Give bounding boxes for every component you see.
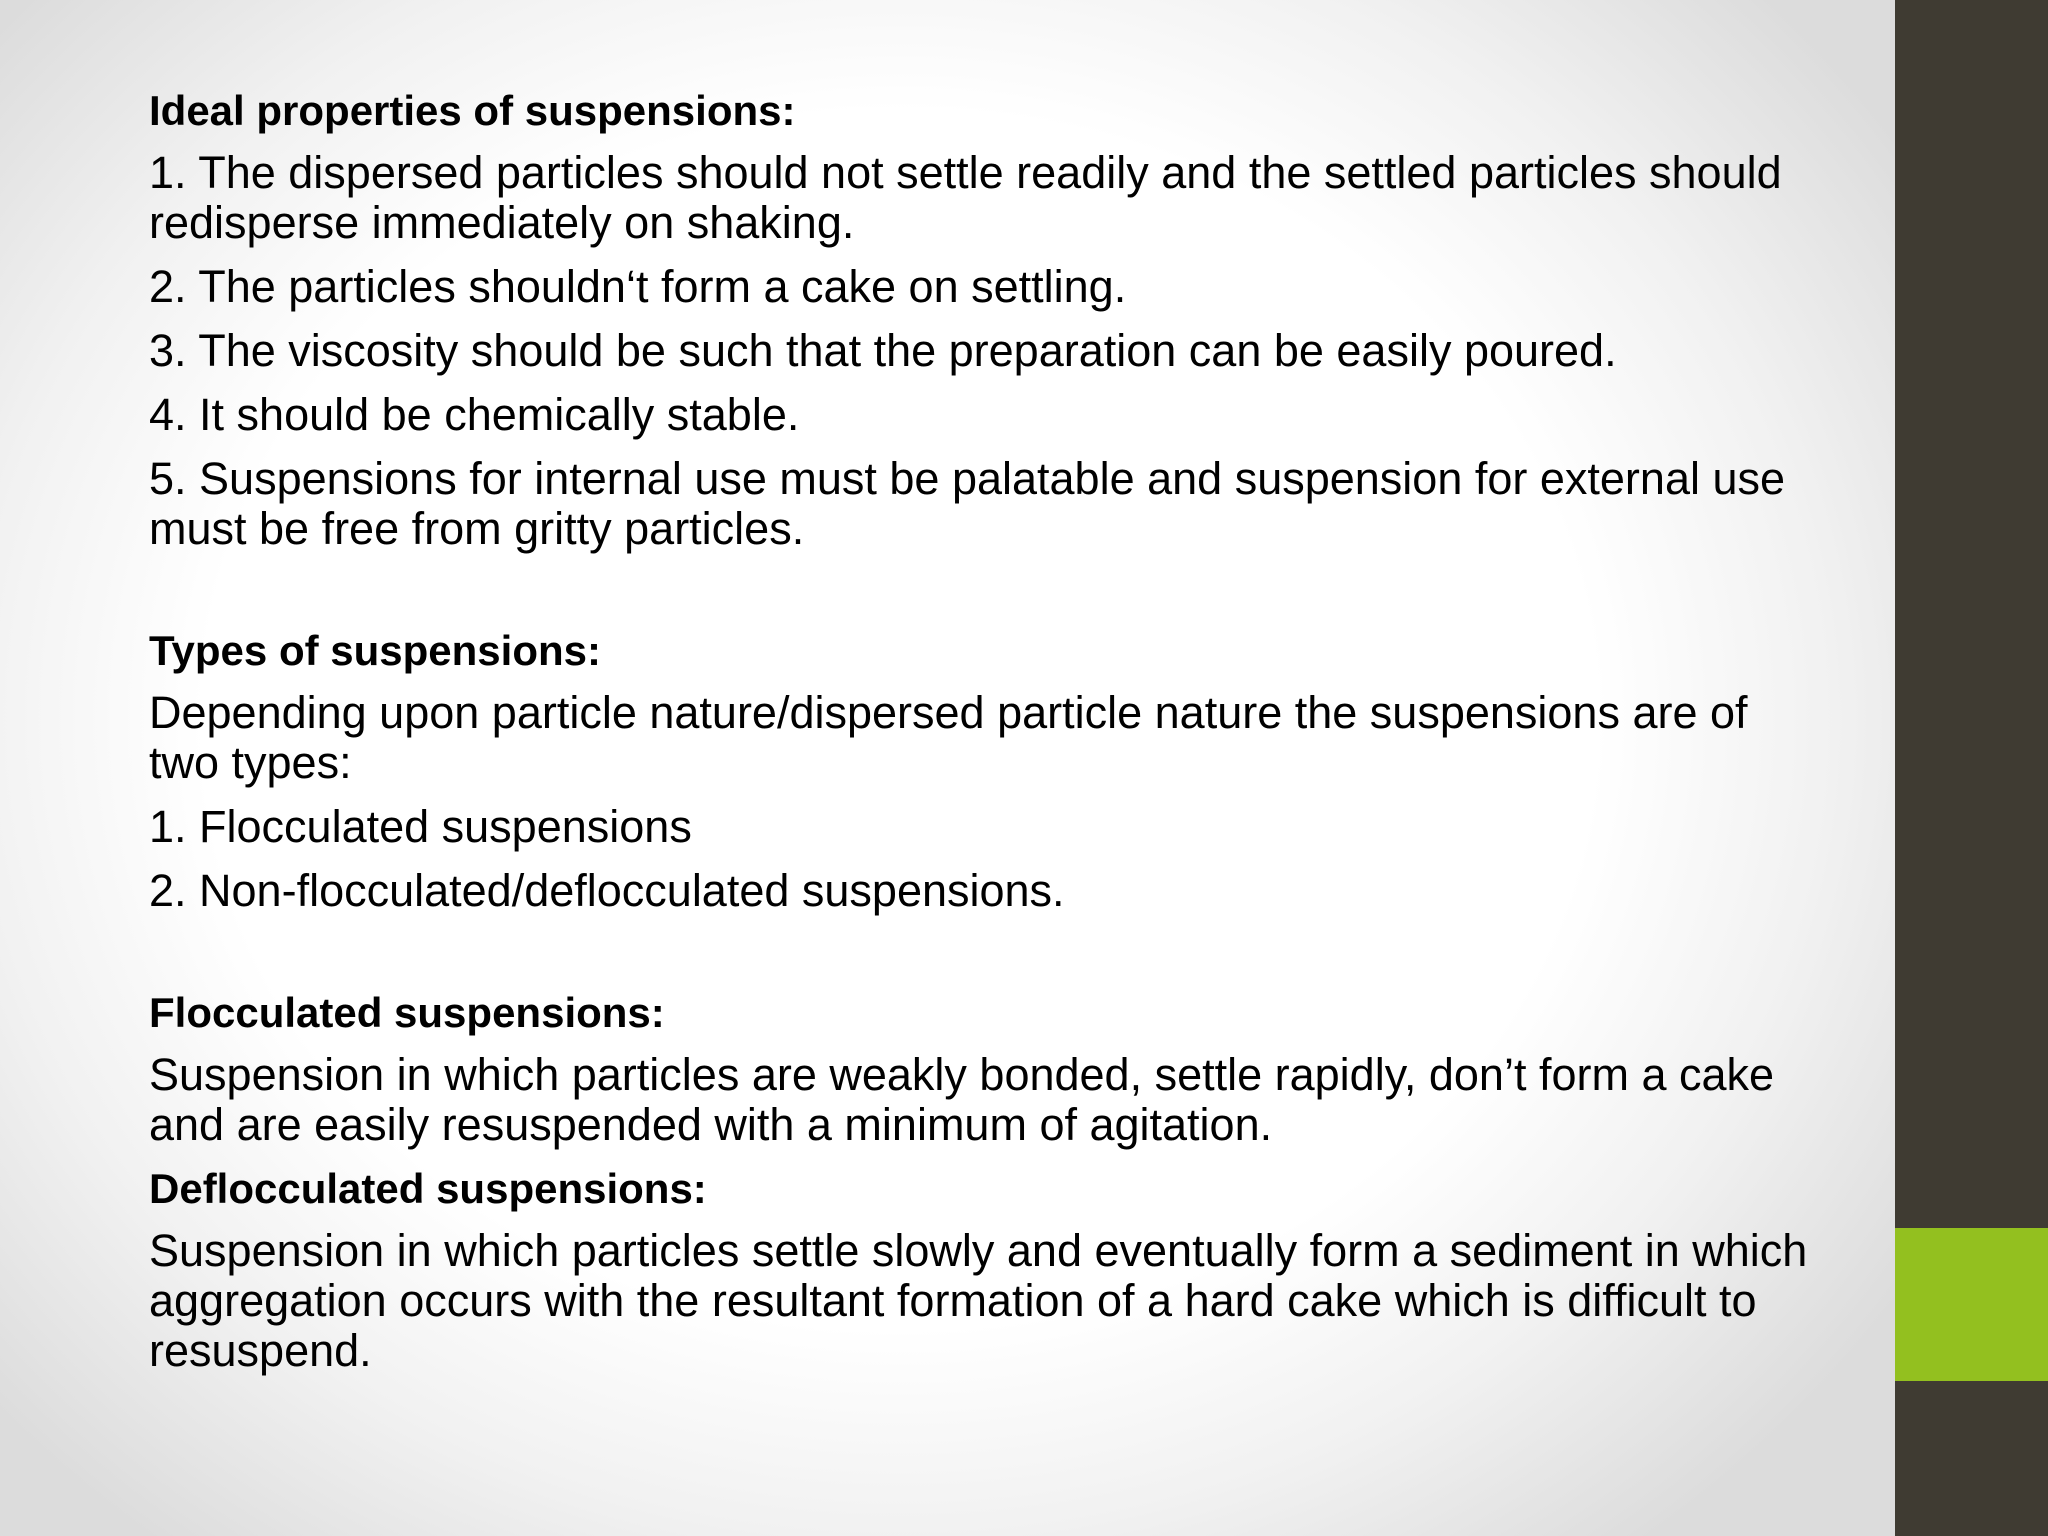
flocculated-text: Suspension in which particles are weakly bonded, settle rapidly, don’t form a cake and are easily resuspended with a minimum of agitation. — [149, 1049, 1775, 1150]
ideal-item-5: 5. Suspensions for internal use must be palatable and suspension for external use must be free from gritty particles. — [149, 453, 1786, 554]
types-item-2: 2. Non-flocculated/deflocculated suspensions. — [149, 865, 1065, 916]
spacer — [149, 930, 1809, 988]
types-item-1: 1. Flocculated suspensions — [149, 801, 692, 852]
types-heading: Types of suspensions: — [149, 627, 601, 674]
deflocculated-heading: Deflocculated suspensions: — [149, 1165, 707, 1212]
types-intro: Depending upon particle nature/dispersed particle nature the suspensions are of two types: — [149, 687, 1748, 788]
slide-content — [149, 86, 1809, 1390]
ideal-properties-heading: Ideal properties of suspensions: — [149, 87, 796, 134]
ideal-item-4: 4. It should be chemically stable. — [149, 389, 800, 440]
ideal-item-2: 2. The particles shouldn‘t form a cake on settling. — [149, 261, 1127, 312]
deflocculated-text: Suspension in which particles settle slowly and eventually form a sediment in which aggregation occurs with the resultant formation of a hard cake which is difficult to resuspend. — [149, 1225, 1808, 1376]
flocculated-heading: Flocculated suspensions: — [149, 989, 665, 1036]
accent-block — [1895, 1228, 2048, 1381]
ideal-item-1: 1. The dispersed particles should not settle readily and the settled particles should redisperse immediately on shaking. — [149, 147, 1782, 248]
ideal-item-3: 3. The viscosity should be such that the preparation can be easily poured. — [149, 325, 1617, 376]
spacer — [149, 568, 1809, 626]
